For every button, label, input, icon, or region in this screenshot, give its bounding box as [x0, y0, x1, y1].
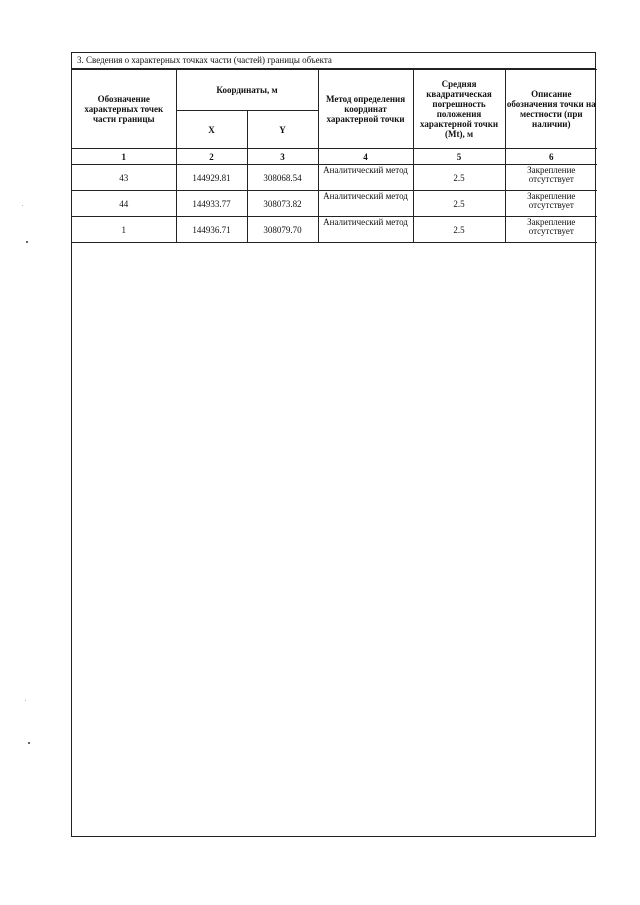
column-number: 3	[247, 149, 318, 165]
scan-speck	[25, 700, 26, 701]
coord-y: 308079.70	[247, 217, 318, 243]
header-description: Описание обозначения точки на местности (при наличии)	[505, 70, 597, 149]
header-method: Метод определения координат характерной точки	[318, 70, 413, 149]
table-row	[72, 217, 597, 243]
column-number: 6	[505, 149, 597, 165]
table-row	[72, 165, 597, 191]
header-designation: Обозначение характерных точек части границы	[72, 70, 176, 149]
error-cell: 2.5	[413, 191, 505, 217]
header-y: Y	[247, 111, 318, 149]
error-cell: 2.5	[413, 217, 505, 243]
header-coordinates: Координаты, м	[176, 70, 318, 111]
point-number: 1	[72, 217, 176, 243]
scan-speck	[26, 241, 28, 243]
table-row	[72, 191, 597, 217]
description-cell: Закрепление отсутствует	[505, 217, 597, 243]
column-number: 2	[176, 149, 247, 165]
method-cell: Аналитический метод	[318, 217, 413, 243]
coord-y: 308068.54	[247, 165, 318, 191]
coord-x: 144936.71	[176, 217, 247, 243]
column-number: 5	[413, 149, 505, 165]
method-cell: Аналитический метод	[318, 165, 413, 191]
coord-x: 144933.77	[176, 191, 247, 217]
method-cell: Аналитический метод	[318, 191, 413, 217]
header-x: X	[176, 111, 247, 149]
coord-y: 308073.82	[247, 191, 318, 217]
section-title: 3. Сведения о характерных точках части (частей) границы объекта	[72, 53, 595, 69]
point-number: 44	[72, 191, 176, 217]
column-number: 1	[72, 149, 176, 165]
error-cell: 2.5	[413, 165, 505, 191]
header-error: Средняя квадратическая погрешность положения характерной точки (Mt), м	[413, 70, 505, 149]
column-numbers-row	[72, 149, 597, 165]
coord-x: 144929.81	[176, 165, 247, 191]
point-number: 43	[72, 165, 176, 191]
column-number: 4	[318, 149, 413, 165]
scan-speck	[28, 742, 30, 744]
description-cell: Закрепление отсутствует	[505, 191, 597, 217]
boundary-points-table	[72, 69, 597, 243]
document-frame	[71, 52, 596, 837]
scan-speck	[22, 205, 23, 206]
description-cell: Закрепление отсутствует	[505, 165, 597, 191]
